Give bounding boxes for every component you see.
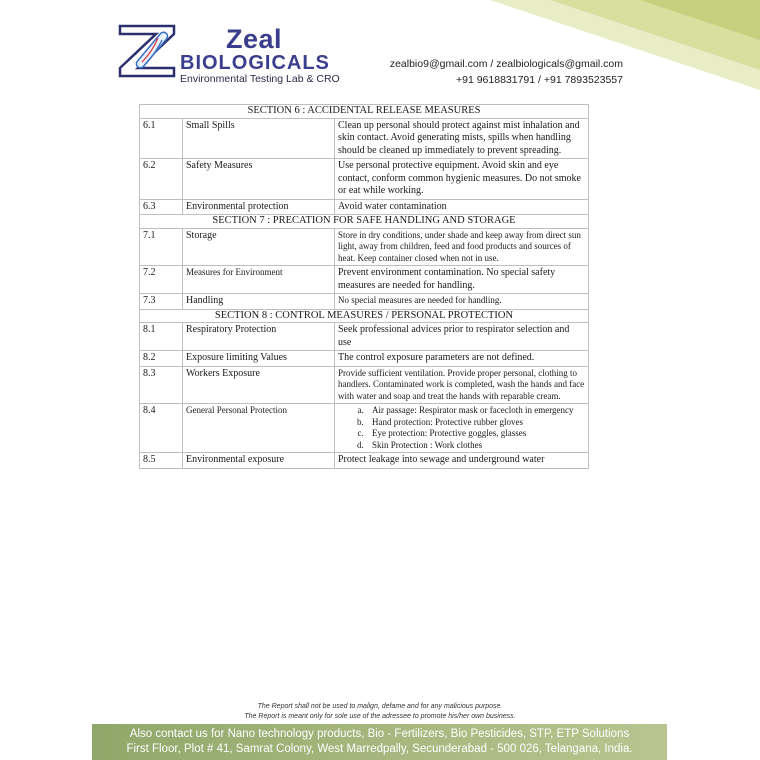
row-name: Workers Exposure (183, 366, 335, 404)
row-description: Protect leakage into sewage and underground water (335, 453, 589, 469)
table-row (140, 228, 589, 266)
row-description: No special measures are needed for handling. (335, 294, 589, 310)
sds-table (139, 104, 589, 469)
table-row (140, 266, 589, 294)
contact-email[interactable]: zealbio9@gmail.com / zealbiologicals@gmail.com (389, 58, 623, 70)
row-number: 8.5 (140, 453, 183, 469)
section-title: SECTION 7 : PRECATION FOR SAFE HANDLING AND STORAGE (140, 215, 589, 229)
contact-block (390, 56, 623, 88)
row-number: 7.2 (140, 266, 183, 294)
row-description: Store in dry conditions, under shade and keep away from direct sun light, away from children, feed and food products and sources of heat. Keep container closed when not in use. (335, 228, 589, 266)
row-name: General Personal Protection (183, 404, 335, 453)
table-row (140, 323, 589, 351)
row-name: Handling (183, 294, 335, 310)
section-header-row (140, 105, 589, 119)
table-row (140, 453, 589, 469)
row-name: Safety Measures (183, 159, 335, 200)
row-number: 6.3 (140, 199, 183, 215)
row-name: Small Spills (183, 118, 335, 159)
row-description: Seek professional advices prior to respirator selection and use (335, 323, 589, 351)
table-row (140, 294, 589, 310)
list-item: b. Hand protection: Protective rubber gloves (366, 417, 585, 429)
row-name: Environmental protection (183, 199, 335, 215)
disclaimer-line-2: The Report is meant only for sole use of the adressee to promote his/her own business. (244, 713, 516, 720)
footer-band (92, 724, 667, 760)
list-item: c. Eye protection: Protective goggles, glasses (366, 428, 585, 440)
list-item: d. Skin Protection : Work clothes (366, 440, 585, 452)
contact-phone[interactable]: +91 9618831791 / +91 7893523557 (455, 74, 623, 86)
row-number: 8.3 (140, 366, 183, 404)
row-number: 8.1 (140, 323, 183, 351)
table-row (140, 118, 589, 159)
row-description: Provide sufficient ventilation. Provide proper personal, clothing to handlers. Contaminated work is completed, wash the hands and face with water and soap and treat the hands with reparable cream. (335, 366, 589, 404)
brand-tagline: Environmental Testing Lab & CRO (180, 73, 340, 85)
table-row (140, 159, 589, 200)
brand-subtitle: BIOLOGICALS (180, 52, 330, 74)
row-name: Storage (183, 228, 335, 266)
row-number: 8.4 (140, 404, 183, 453)
table-row (140, 199, 589, 215)
row-description: Use personal protective equipment. Avoid skin and eye contact, conform common hygienic measures. Do not smoke or eat while working. (335, 159, 589, 200)
row-description: Clean up personal should protect against mist inhalation and skin contact. Avoid generating mists, spills when handling should be cleaned up immediately to prevent spreading. (335, 118, 589, 159)
row-name: Respiratory Protection (183, 323, 335, 351)
disclaimer-line-1: The Report shall not be used to malign, defame and for any malicious purpose. (257, 703, 503, 710)
footer-services: Also contact us for Nano technology products, Bio - Fertilizers, Bio Pesticides, STP, ETP Solutions (129, 728, 630, 740)
row-description: Prevent environment contamination. No special safety measures are needed for handling. (335, 266, 589, 294)
logo-icon (118, 22, 178, 78)
row-number: 7.3 (140, 294, 183, 310)
row-number: 7.1 (140, 228, 183, 266)
protection-list (338, 405, 585, 451)
row-number: 6.2 (140, 159, 183, 200)
row-number: 6.1 (140, 118, 183, 159)
row-name: Environmental exposure (183, 453, 335, 469)
brand-name: Zeal (226, 24, 283, 54)
row-name: Measures for Environment (183, 266, 335, 294)
section-header-row (140, 309, 589, 323)
table-row (140, 404, 589, 453)
table-row (140, 351, 589, 367)
row-description: The control exposure parameters are not defined. (335, 351, 589, 367)
section-title: SECTION 6 : ACCIDENTAL RELEASE MEASURES (140, 105, 589, 119)
footer-address: First Floor, Plot # 41, Samrat Colony, West Marredpally, Secunderabad - 500 026, Telangana, India. (126, 743, 633, 755)
section-title: SECTION 8 : CONTROL MEASURES / PERSONAL PROTECTION (140, 309, 589, 323)
row-name: Exposure limiting Values (183, 351, 335, 367)
row-description (335, 404, 589, 453)
row-description: Avoid water contamination (335, 199, 589, 215)
table-row (140, 366, 589, 404)
row-number: 8.2 (140, 351, 183, 367)
section-header-row (140, 215, 589, 229)
list-item: a. Air passage: Respirator mask or facecloth in emergency (366, 405, 585, 417)
